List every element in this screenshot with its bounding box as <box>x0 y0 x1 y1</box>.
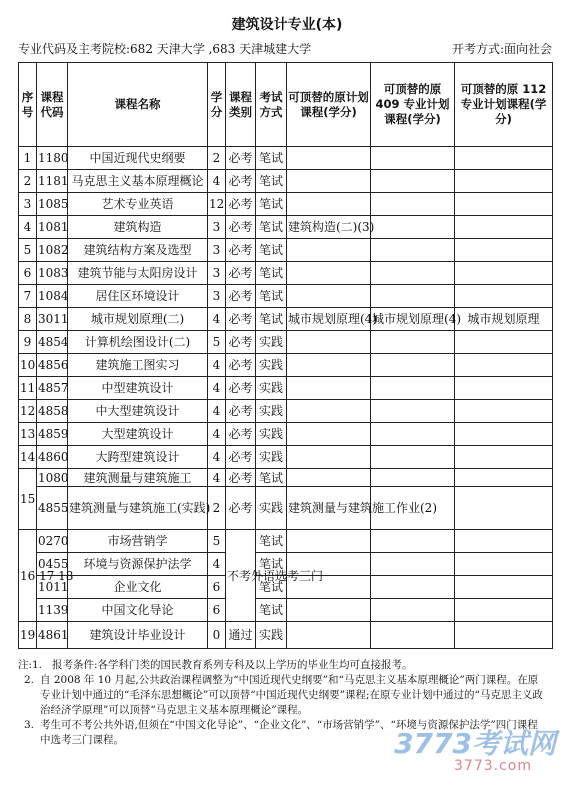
exam-cell: 笔试 <box>256 285 287 308</box>
exam-cell: 笔试 <box>256 216 287 239</box>
exam-cell: 实践 <box>256 423 287 446</box>
header-sub-409: 可顶替的原 409 专业计划课程(学分) <box>371 63 455 147</box>
name-cell: 市场营销学 <box>68 530 208 553</box>
seq-cell: 1 <box>19 147 37 170</box>
code-cell: 4860 <box>37 446 68 469</box>
credit-cell: 5 <box>208 530 226 553</box>
seq-cell: 19 <box>19 622 37 649</box>
code-cell: 1082 <box>37 239 68 262</box>
table-row <box>19 400 553 423</box>
sub-409-cell <box>371 423 455 446</box>
sub-409-cell <box>371 446 455 469</box>
header-name: 课程名称 <box>68 63 208 147</box>
name-cell: 中国近现代史纲要 <box>68 147 208 170</box>
note-text: 自 2008 年 10 月起,公共政治课程调整为“中国近现代史纲要”和“马克思主义基本原理概论”两门课程。在原专业计划中通过的“毛泽东思想概论”可以顶替“中国近现代史纲要”课程;在原专业计划中通过的“马克思主义政治经济学原理”可以顶替“马克思主义基本原理概论”课程。 <box>40 674 543 716</box>
sub-409-cell <box>371 285 455 308</box>
code-cell: 4856 <box>37 354 68 377</box>
sub-112-cell <box>455 262 553 285</box>
sub-orig-cell <box>287 469 371 487</box>
sub-409-cell <box>371 576 455 599</box>
exam-cell: 实践 <box>256 446 287 469</box>
sub-orig-cell <box>287 377 371 400</box>
category-cell: 必考 <box>226 308 256 331</box>
exam-cell: 笔试 <box>256 239 287 262</box>
seq-cell: 9 <box>19 331 37 354</box>
sub-orig-cell <box>287 354 371 377</box>
header-sub-orig: 可顶替的原计划课程(学分) <box>287 63 371 147</box>
code-cell: 1011 <box>37 576 68 599</box>
sub-orig-cell <box>287 622 371 649</box>
seq-cell: 8 <box>19 308 37 331</box>
sub-409-cell <box>371 400 455 423</box>
exam-cell: 笔试 <box>256 262 287 285</box>
sub-112-cell <box>455 170 553 193</box>
notes-lead: 注: <box>18 659 33 671</box>
seq-cell: 4 <box>19 216 37 239</box>
credit-cell: 3 <box>208 262 226 285</box>
exam-cell: 笔试 <box>256 193 287 216</box>
sub-orig-cell <box>287 423 371 446</box>
seq-cell: 3 <box>19 193 37 216</box>
name-cell: 居住区环境设计 <box>68 285 208 308</box>
sub-409-cell <box>371 262 455 285</box>
credit-cell: 2 <box>208 487 226 530</box>
name-cell: 计算机绘图设计(二) <box>68 331 208 354</box>
table-row <box>19 354 553 377</box>
credit-cell: 4 <box>208 377 226 400</box>
credit-cell: 6 <box>208 599 226 622</box>
sub-orig-cell <box>287 193 371 216</box>
code-cell: 0270 <box>37 530 68 553</box>
category-cell: 必考 <box>226 377 256 400</box>
sub-orig-cell: 城市规划原理(4) <box>287 308 371 331</box>
sub-409-cell <box>371 239 455 262</box>
sub-orig-cell <box>287 446 371 469</box>
sub-409-cell <box>371 170 455 193</box>
table-row <box>19 446 553 469</box>
header-code: 课程代码 <box>37 63 68 147</box>
sub-orig-cell <box>287 285 371 308</box>
sub-409-cell <box>371 530 455 553</box>
category-cell: 必考 <box>226 193 256 216</box>
table-row <box>19 377 553 400</box>
seq-cell: 6 <box>19 262 37 285</box>
sub-409-cell <box>371 469 455 487</box>
sub-112-cell <box>455 147 553 170</box>
header-credit: 学分 <box>208 63 226 147</box>
watermark-url: 3773.com <box>454 758 532 774</box>
name-cell: 大型建筑设计 <box>68 423 208 446</box>
credit-cell: 5 <box>208 331 226 354</box>
name-cell: 建筑节能与太阳房设计 <box>68 262 208 285</box>
credit-cell: 4 <box>208 553 226 576</box>
exam-cell: 笔试 <box>256 576 287 599</box>
code-cell: 3011 <box>37 308 68 331</box>
note-item <box>18 658 548 673</box>
credit-cell: 4 <box>208 400 226 423</box>
table-row <box>19 423 553 446</box>
code-cell: 4858 <box>37 400 68 423</box>
seq-group-cell: 16 17 18 <box>19 530 37 622</box>
table-row <box>19 239 553 262</box>
course-table <box>18 62 553 649</box>
sub-409-cell <box>371 331 455 354</box>
credit-cell: 4 <box>208 170 226 193</box>
sub-orig-cell <box>287 147 371 170</box>
sub-orig-cell <box>287 239 371 262</box>
code-cell: 1080 <box>38 470 69 485</box>
exam-cell: 笔试 <box>256 469 287 487</box>
sub-112-cell <box>455 599 553 622</box>
table-row <box>19 487 553 530</box>
name-cell: 建筑结构方案及选型 <box>68 239 208 262</box>
exam-cell: 实践 <box>256 400 287 423</box>
category-cell: 通过 <box>226 622 256 649</box>
category-cell: 必考 <box>226 446 256 469</box>
code-cell: 1081 <box>37 216 68 239</box>
code-cell: 4855 <box>37 487 68 530</box>
sub-409-cell <box>371 147 455 170</box>
table-row <box>19 285 553 308</box>
seq-cell: 2 <box>19 170 37 193</box>
exam-cell: 笔试 <box>256 599 287 622</box>
header-exam: 考试方式 <box>256 63 287 147</box>
name-cell: 企业文化 <box>68 576 208 599</box>
code-cell: 1085 <box>37 193 68 216</box>
note-number: 3. <box>24 719 35 731</box>
category-cell: 必考 <box>226 354 256 377</box>
credit-cell: 4 <box>208 423 226 446</box>
header-seq: 序号 <box>19 63 37 147</box>
exam-cell: 笔试 <box>256 308 287 331</box>
sub-112-cell <box>455 530 553 553</box>
table-header-row <box>19 63 553 147</box>
sub-409-cell: 城市规划原理(4) <box>371 308 455 331</box>
watermark-logo: 3773考试网 <box>394 727 556 760</box>
note-number: 1. <box>32 659 43 671</box>
name-cell: 环境与资源保护法学 <box>68 553 208 576</box>
name-cell: 中国文化导论 <box>68 599 208 622</box>
table-row <box>19 147 553 170</box>
exam-cell: 笔试 <box>256 170 287 193</box>
sub-orig-cell: 建筑测量与建筑施工作业(2) <box>287 487 371 530</box>
sub-112-cell <box>455 331 553 354</box>
sub-orig-cell <box>287 262 371 285</box>
major-code-and-schools: 专业代码及主考院校:682 天津大学 ,683 天津城建大学 <box>18 42 312 56</box>
code-cell: 0455 <box>37 553 68 576</box>
exam-mode: 开考方式:面向社会 <box>451 42 552 56</box>
name-cell: 建筑测量与建筑施工 <box>68 469 208 487</box>
category-cell: 必考 <box>226 331 256 354</box>
name-cell: 建筑施工图实习 <box>68 354 208 377</box>
credit-cell: 4 <box>208 354 226 377</box>
name-cell: 马克思主义基本原理概论 <box>68 170 208 193</box>
exam-cell: 实践 <box>256 622 287 649</box>
table-row <box>19 170 553 193</box>
credit-cell: 2 <box>208 147 226 170</box>
table-row <box>19 262 553 285</box>
sub-112-cell <box>455 487 553 530</box>
name-cell: 建筑设计毕业设计 <box>68 622 208 649</box>
table-row <box>19 469 553 487</box>
seq-cell: 15 <box>19 469 37 530</box>
elective-category-cell: 不考外语选考三门 <box>226 530 256 622</box>
sub-orig-cell <box>287 530 371 553</box>
table-row <box>19 599 553 622</box>
page-title: 建筑设计专业(本) <box>231 17 343 33</box>
category-cell: 必考 <box>226 170 256 193</box>
credit-cell: 6 <box>208 576 226 599</box>
seq-cell: 7 <box>19 285 37 308</box>
code-cell: 4854 <box>37 331 68 354</box>
note-number: 2. <box>24 674 35 686</box>
seq-cell: 13 <box>19 423 37 446</box>
name-cell: 大跨型建筑设计 <box>68 446 208 469</box>
credit-cell: 0 <box>208 622 226 649</box>
sub-112-cell <box>455 377 553 400</box>
category-cell: 必考 <box>226 285 256 308</box>
code-cell: 4859 <box>37 423 68 446</box>
sub-112-cell <box>455 354 553 377</box>
sub-409-cell <box>371 216 455 239</box>
seq-cell: 5 <box>19 239 37 262</box>
code-cell: 1181 <box>37 170 68 193</box>
code-cell: 1083 <box>37 262 68 285</box>
table-row <box>19 622 553 649</box>
credit-cell: 3 <box>208 239 226 262</box>
sub-orig-cell <box>287 599 371 622</box>
exam-cell: 实践 <box>256 377 287 400</box>
sub-112-cell <box>455 576 553 599</box>
credit-cell: 12 <box>208 193 226 216</box>
name-cell: 中型建筑设计 <box>68 377 208 400</box>
header-sub-112: 可顶替的原 112 专业计划课程(学分) <box>455 63 553 147</box>
sub-112-cell <box>455 239 553 262</box>
table-row <box>19 193 553 216</box>
sub-112-cell <box>455 446 553 469</box>
sub-409-cell <box>371 553 455 576</box>
credit-cell: 4 <box>208 308 226 331</box>
seq-cell: 12 <box>19 400 37 423</box>
exam-cell: 笔试 <box>256 553 287 576</box>
code-cell: 1084 <box>37 285 68 308</box>
sub-112-cell <box>455 469 553 487</box>
sub-orig-cell <box>287 170 371 193</box>
note-text: 报考条件:各学科门类的国民教育系列专科及以上学历的毕业生均可直接报考。 <box>52 659 413 671</box>
sub-409-cell <box>371 377 455 400</box>
sub-112-cell <box>455 193 553 216</box>
category-cell: 必考 <box>226 147 256 170</box>
code-cell: 1139 <box>37 599 68 622</box>
credit-cell: 4 <box>208 469 226 487</box>
sub-112-cell <box>455 553 553 576</box>
name-cell: 建筑测量与建筑施工(实践) <box>68 487 208 530</box>
table-row <box>19 308 553 331</box>
category-cell: 必考 <box>226 400 256 423</box>
seq-cell: 14 <box>19 446 37 469</box>
sub-112-cell <box>455 285 553 308</box>
sub-orig-cell: 建筑构造(二)(3) <box>287 216 371 239</box>
exam-cell: 实践 <box>256 354 287 377</box>
exam-cell: 笔试 <box>256 530 287 553</box>
sub-112-cell <box>455 423 553 446</box>
sub-409-cell <box>371 354 455 377</box>
table-row <box>19 331 553 354</box>
credit-cell: 3 <box>208 285 226 308</box>
table-row <box>19 216 553 239</box>
sub-409-cell <box>371 193 455 216</box>
seq-cell: 11 <box>19 377 37 400</box>
name-cell: 艺术专业英语 <box>68 193 208 216</box>
sub-112-cell <box>455 400 553 423</box>
seq-cell: 10 <box>19 354 37 377</box>
credit-cell: 4 <box>208 446 226 469</box>
name-cell: 中大型建筑设计 <box>68 400 208 423</box>
note-text: 考生可不考公共外语,但须在“中国文化导论”、“企业文化”、“市场营销学”、“环境与资源保护法学”四门课程中选考三门课程。 <box>40 719 538 746</box>
code-cell: 1180 <box>37 147 68 170</box>
sub-112-cell <box>455 216 553 239</box>
table-row <box>19 530 553 553</box>
category-cell: 必考 <box>226 487 256 530</box>
exam-cell: 笔试 <box>256 147 287 170</box>
exam-cell: 实践 <box>256 487 287 530</box>
exam-cell: 实践 <box>256 331 287 354</box>
sub-orig-cell <box>287 331 371 354</box>
sub-409-cell <box>371 622 455 649</box>
credit-cell: 3 <box>208 216 226 239</box>
code-cell: 4861 <box>37 622 68 649</box>
sub-112-cell <box>455 622 553 649</box>
code-cell: 4857 <box>37 377 68 400</box>
category-cell: 必考 <box>226 262 256 285</box>
sub-112-cell: 城市规划原理 <box>455 308 553 331</box>
category-cell: 必考 <box>226 423 256 446</box>
name-cell: 城市规划原理(二) <box>68 308 208 331</box>
category-cell: 必考 <box>226 239 256 262</box>
category-cell: 必考 <box>226 216 256 239</box>
category-cell: 必考 <box>226 469 256 487</box>
header-category: 课程类别 <box>226 63 256 147</box>
sub-409-cell <box>371 599 455 622</box>
name-cell: 建筑构造 <box>68 216 208 239</box>
note-item <box>18 673 548 718</box>
sub-orig-cell <box>287 400 371 423</box>
